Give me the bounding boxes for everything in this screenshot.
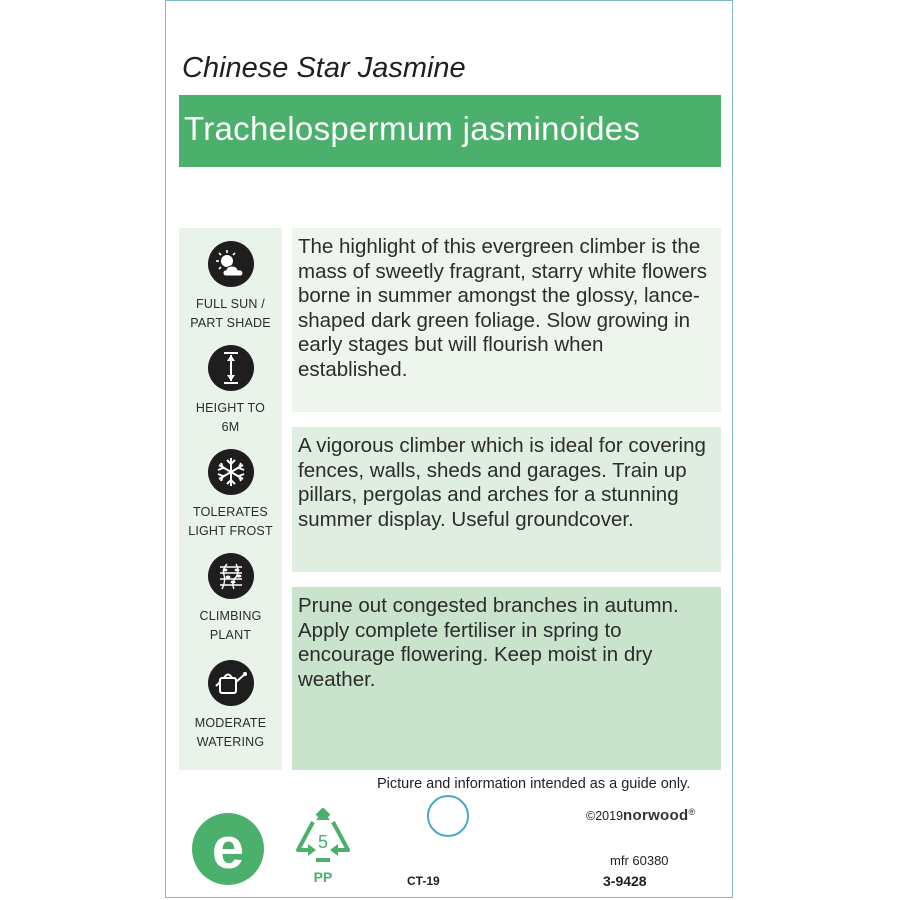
disclaimer: Picture and information intended as a guide only.: [377, 776, 691, 792]
description-text-2: A vigorous climber which is ideal for covering fences, walls, sheds and garages. Train up pillars, pergolas and arches for a stunning summer display. Useful groundcover.: [298, 434, 706, 531]
botanical-name: Trachelospermum jasminoides: [184, 110, 641, 147]
recycle-material: PP: [313, 869, 333, 885]
care-icons-column: [179, 228, 282, 770]
care-instructions-box: [292, 587, 721, 770]
price-circle: [427, 795, 469, 837]
copyright-year: ©2019: [586, 809, 624, 824]
mfr-number: mfr 60380: [610, 853, 669, 868]
description-text-1: The highlight of this evergreen climber is the mass of sweetly fragrant, starry white flowers borne in summer amongst the glossy, lance-shaped dark green foliage. Slow growing in early stages but will flourish when established.: [298, 235, 707, 381]
ct-code: CT-19: [407, 874, 440, 888]
registered-mark: ®: [688, 807, 696, 817]
snowflake-icon: [208, 449, 254, 495]
care-label-height: HEIGHT TO 6M: [195, 401, 266, 434]
sun-cloud-icon: [208, 241, 254, 287]
description-box-1: [292, 228, 721, 412]
product-code: 3-9428: [603, 873, 647, 889]
recycle-number: 5: [317, 832, 329, 852]
care-item-watering: [179, 660, 282, 752]
norwood-logo: norwood: [623, 807, 689, 825]
care-label-frost: TOLERATES LIGHT FROST: [188, 505, 273, 538]
height-icon: [208, 345, 254, 391]
care-item-sun: [179, 241, 282, 333]
care-item-frost: [179, 449, 282, 541]
care-label-watering: MODERATE WATERING: [194, 716, 267, 749]
care-instructions-text: Prune out congested branches in autumn. Apply complete fertiliser in spring to encourage flowering. Keep moist in dry weather.: [298, 594, 679, 691]
common-name: Chinese Star Jasmine: [182, 52, 466, 84]
e-logo-icon: e: [192, 813, 264, 885]
care-label-sun: FULL SUN / PART SHADE: [190, 297, 271, 330]
care-item-climbing: [179, 553, 282, 645]
watering-can-icon: [208, 660, 254, 706]
description-box-2: [292, 427, 721, 572]
climbing-plant-icon: [208, 553, 254, 599]
copyright: [586, 807, 695, 824]
recycle-icon: [290, 808, 356, 868]
care-item-height: [179, 345, 282, 437]
care-label-climbing: CLIMBING PLANT: [199, 609, 262, 642]
